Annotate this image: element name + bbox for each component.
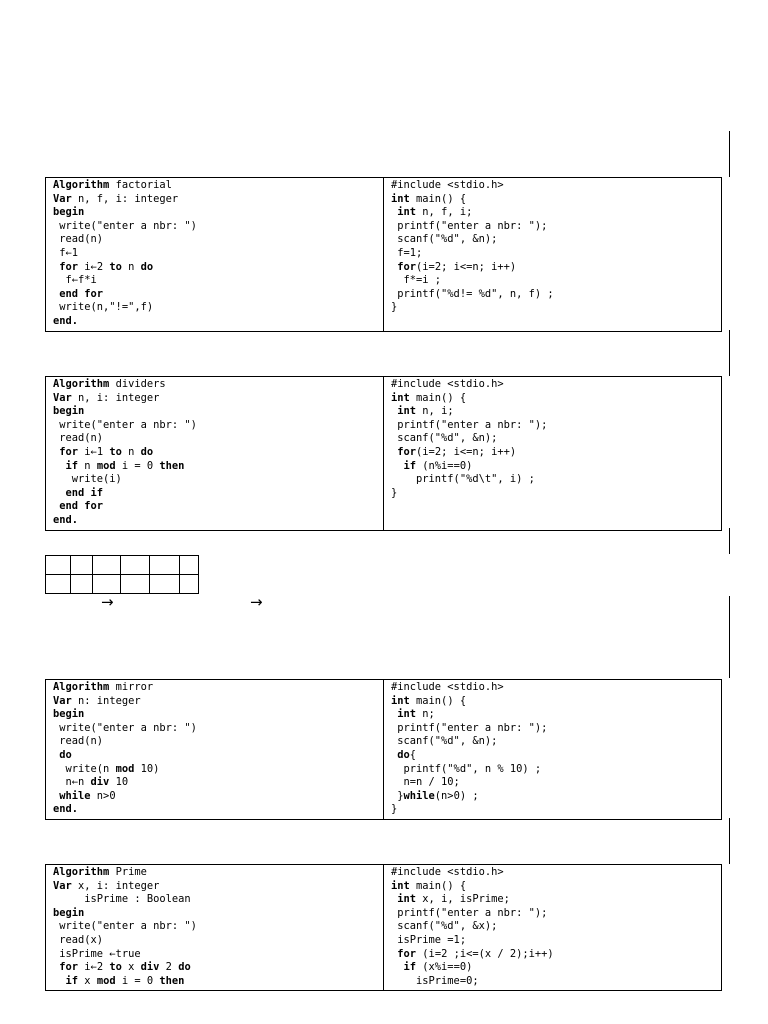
code-text: (i=2; i<=n; i++) — [416, 260, 517, 273]
code-text: #include <stdio.h> — [391, 681, 504, 693]
algorithm-line — [53, 934, 377, 948]
code-table-dividers — [45, 376, 722, 531]
code-table-factorial — [45, 177, 722, 332]
c-code-line — [391, 920, 715, 934]
grid-cell — [121, 556, 150, 575]
keyword: do — [59, 748, 72, 761]
keyword: for — [59, 445, 79, 458]
keyword: to — [109, 445, 122, 458]
code-text: printf("%d", n % 10) ; — [391, 762, 542, 775]
keyword: Var — [53, 192, 72, 205]
code-text: #include <stdio.h> — [391, 179, 504, 191]
code-text: n, f, i: integer — [71, 192, 179, 205]
c-code-line — [391, 893, 715, 907]
code-text: x, i, isPrime; — [416, 893, 510, 906]
code-text: mirror — [109, 681, 154, 693]
algorithm-line — [53, 261, 377, 275]
code-text: isPrime=0; — [391, 974, 479, 987]
code-text: x, i: integer — [71, 879, 160, 892]
code-text: (i=2 ;i<=(x / 2);i++) — [416, 947, 554, 960]
keyword: end. — [53, 803, 79, 816]
algorithm-line — [53, 274, 377, 288]
grid-cell — [46, 556, 71, 575]
c-code-line — [391, 708, 715, 722]
c-code-line — [391, 803, 715, 817]
algorithm-cell — [46, 865, 384, 991]
c-code-line — [391, 763, 715, 777]
margin-bar — [729, 818, 730, 864]
algorithm-line — [53, 460, 377, 474]
c-code-line — [391, 193, 715, 207]
code-text: n: integer — [71, 694, 141, 707]
keyword: begin — [53, 708, 85, 721]
keyword: for — [59, 961, 79, 974]
algorithm-line — [53, 233, 377, 247]
keyword: if — [403, 459, 417, 472]
keyword: Algorithm — [53, 681, 110, 693]
code-text: x — [78, 974, 97, 987]
code-text: main() { — [409, 694, 467, 707]
c-code-line — [391, 419, 715, 433]
code-text — [391, 961, 404, 973]
code-text: n — [121, 445, 141, 458]
algorithm-line — [53, 975, 377, 989]
code-text: isPrime =1; — [391, 933, 467, 946]
c-code-line — [391, 220, 715, 234]
keyword: if — [65, 459, 79, 472]
code-text: scanf("%d", &n); — [391, 735, 498, 748]
c-code-line — [391, 776, 715, 790]
code-text: i←2 — [78, 961, 110, 974]
algorithm-line — [53, 749, 377, 763]
grid-cell — [93, 575, 121, 594]
code-text: factorial — [109, 179, 172, 191]
code-text: printf("%d!= %d", n, f) ; — [391, 287, 554, 300]
c-code-cell — [384, 178, 722, 332]
keyword: end. — [53, 513, 79, 526]
keyword: mod — [115, 762, 135, 775]
margin-bar — [729, 596, 730, 678]
code-text: write("enter a nbr: ") — [53, 418, 197, 431]
keyword: while — [403, 789, 435, 802]
algorithm-line — [53, 206, 377, 220]
code-text: x — [121, 961, 141, 974]
keyword: Var — [53, 694, 72, 707]
keyword: end. — [53, 314, 79, 327]
grid-cell — [71, 575, 93, 594]
code-text: write(n — [53, 762, 116, 775]
code-text: printf("%d\t", i) ; — [391, 473, 535, 486]
code-text: #include <stdio.h> — [391, 378, 504, 390]
code-text: f=1; — [391, 246, 423, 259]
c-code-line — [391, 735, 715, 749]
code-text: n — [121, 260, 141, 273]
c-code-line — [391, 378, 715, 392]
margin-bar — [729, 330, 730, 376]
code-text: write("enter a nbr: ") — [53, 721, 197, 734]
c-code-line — [391, 392, 715, 406]
code-text: n=n / 10; — [391, 776, 460, 789]
margin-bar — [729, 528, 730, 554]
grid-cell — [150, 575, 180, 594]
algorithm-line — [53, 220, 377, 234]
code-text: printf("enter a nbr: "); — [391, 219, 548, 232]
c-code-line — [391, 460, 715, 474]
c-code-line — [391, 432, 715, 446]
keyword: Algorithm — [53, 179, 110, 191]
code-text: read(n) — [53, 432, 104, 445]
grid-cell — [150, 556, 180, 575]
code-text: n, i: integer — [71, 391, 160, 404]
c-code-line — [391, 247, 715, 261]
algorithm-line — [53, 763, 377, 777]
algorithm-line — [53, 907, 377, 921]
algorithm-line — [53, 179, 377, 193]
c-code-line — [391, 961, 715, 975]
c-code-line — [391, 405, 715, 419]
c-code-line — [391, 880, 715, 894]
code-text: scanf("%d", &x); — [391, 920, 498, 933]
code-text: dividers — [109, 378, 166, 390]
keyword: begin — [53, 405, 85, 418]
margin-bar — [729, 131, 730, 177]
code-text: n — [78, 459, 97, 472]
algorithm-line — [53, 961, 377, 975]
code-text: n>0 — [90, 789, 116, 802]
code-text: f←1 — [53, 246, 79, 259]
code-text — [391, 460, 404, 472]
keyword: begin — [53, 906, 85, 919]
algorithm-line — [53, 473, 377, 487]
algorithm-line — [53, 288, 377, 302]
keyword: int — [397, 893, 417, 906]
code-text: printf("enter a nbr: "); — [391, 906, 548, 919]
algorithm-line — [53, 378, 377, 392]
c-code-line — [391, 446, 715, 460]
c-code-line — [391, 790, 715, 804]
algorithm-cell — [46, 377, 384, 531]
code-text: printf("enter a nbr: "); — [391, 721, 548, 734]
keyword: Algorithm — [53, 866, 110, 878]
code-text: main() { — [409, 192, 467, 205]
code-text: f←f*i — [53, 274, 97, 287]
c-code-line — [391, 749, 715, 763]
algorithm-line — [53, 708, 377, 722]
code-text: write(n,"!=",f) — [53, 301, 154, 314]
c-code-line — [391, 681, 715, 695]
code-text: write("enter a nbr: ") — [53, 219, 197, 232]
keyword: while — [59, 789, 91, 802]
algorithm-line — [53, 193, 377, 207]
c-code-cell — [384, 865, 722, 991]
c-code-line — [391, 179, 715, 193]
c-code-line — [391, 206, 715, 220]
code-text: isPrime ←true — [53, 947, 141, 960]
algorithm-line — [53, 776, 377, 790]
code-text: f*=i ; — [391, 274, 442, 287]
c-code-line — [391, 473, 715, 487]
code-text: n, i; — [416, 405, 454, 418]
code-text: i = 0 — [115, 974, 160, 987]
algorithm-cell — [46, 178, 384, 332]
c-code-line — [391, 948, 715, 962]
keyword: int — [397, 405, 417, 418]
keyword: to — [109, 961, 122, 974]
c-code-line — [391, 233, 715, 247]
keyword: mod — [96, 459, 116, 472]
code-text: write("enter a nbr: ") — [53, 920, 197, 933]
keyword: Var — [53, 879, 72, 892]
code-text: printf("enter a nbr: "); — [391, 418, 548, 431]
code-text: scanf("%d", &n); — [391, 233, 498, 246]
c-code-cell — [384, 680, 722, 820]
keyword: do — [140, 445, 154, 458]
algorithm-line — [53, 735, 377, 749]
keyword: int — [391, 192, 410, 205]
code-text: read(n) — [53, 735, 104, 748]
code-text: read(n) — [53, 233, 104, 246]
keyword: int — [397, 206, 417, 219]
code-text: #include <stdio.h> — [391, 866, 504, 878]
keyword: int — [391, 391, 410, 404]
code-text: } — [391, 789, 404, 802]
algorithm-line — [53, 681, 377, 695]
c-code-line — [391, 695, 715, 709]
code-text: } — [391, 301, 398, 314]
code-text: write(i) — [53, 473, 122, 486]
algorithm-line — [53, 405, 377, 419]
algorithm-line — [53, 880, 377, 894]
keyword: if — [65, 974, 79, 987]
code-text: i←2 — [78, 260, 110, 273]
code-text: 2 — [159, 961, 179, 974]
code-table-mirror — [45, 679, 722, 820]
algorithm-line — [53, 315, 377, 329]
code-text: i←1 — [78, 445, 110, 458]
algorithm-line — [53, 803, 377, 817]
keyword: Var — [53, 391, 72, 404]
code-text — [53, 487, 66, 499]
algorithm-line — [53, 893, 377, 907]
grid-cell — [180, 556, 199, 575]
keyword: Algorithm — [53, 378, 110, 390]
algorithm-line — [53, 487, 377, 501]
right-arrow-icon: → — [101, 593, 114, 611]
code-text: n←n — [53, 776, 91, 789]
c-code-cell — [384, 377, 722, 531]
code-text: scanf("%d", &n); — [391, 432, 498, 445]
keyword: div — [90, 776, 110, 789]
code-text: Prime — [109, 866, 147, 878]
keyword: for — [59, 260, 79, 273]
keyword: int — [391, 694, 410, 707]
code-text: (n%i==0) — [416, 459, 473, 472]
code-text: isPrime : Boolean — [53, 893, 191, 906]
c-code-line — [391, 722, 715, 736]
keyword: begin — [53, 206, 85, 219]
algorithm-line — [53, 446, 377, 460]
algorithm-line — [53, 790, 377, 804]
algorithm-cell — [46, 680, 384, 820]
grid-cell — [46, 575, 71, 594]
grid-cell — [93, 556, 121, 575]
code-table-prime — [45, 864, 722, 991]
keyword: end for — [59, 500, 104, 513]
algorithm-line — [53, 301, 377, 315]
algorithm-line — [53, 247, 377, 261]
grid-cell — [71, 556, 93, 575]
keyword: do — [178, 961, 191, 974]
keyword: to — [109, 260, 122, 273]
right-arrow-icon: → — [250, 593, 263, 611]
algorithm-line — [53, 920, 377, 934]
grid-cell — [180, 575, 199, 594]
keyword: for — [397, 445, 417, 458]
c-code-line — [391, 261, 715, 275]
c-code-line — [391, 975, 715, 989]
code-text: main() { — [409, 391, 467, 404]
code-text: read(x) — [53, 933, 104, 946]
code-text: n, f, i; — [416, 206, 473, 219]
code-text: (x%i==0) — [416, 961, 473, 974]
keyword: then — [159, 974, 185, 987]
keyword: for — [397, 947, 417, 960]
code-text — [53, 975, 66, 987]
code-text: } — [391, 486, 398, 499]
keyword: do — [397, 748, 410, 761]
code-text: n; — [416, 708, 435, 721]
code-text — [53, 460, 66, 472]
algorithm-line — [53, 419, 377, 433]
keyword: end for — [59, 287, 104, 300]
code-text: i = 0 — [115, 459, 160, 472]
code-text: (i=2; i<=n; i++) — [416, 445, 517, 458]
code-text: 10 — [109, 776, 129, 789]
code-text: { — [409, 748, 417, 761]
keyword: if — [403, 961, 417, 974]
algorithm-line — [53, 392, 377, 406]
c-code-line — [391, 487, 715, 501]
c-code-line — [391, 301, 715, 315]
algorithm-line — [53, 722, 377, 736]
algorithm-line — [53, 695, 377, 709]
c-code-line — [391, 907, 715, 921]
code-text: main() { — [409, 879, 467, 892]
c-code-line — [391, 866, 715, 880]
algorithm-line — [53, 514, 377, 528]
c-code-line — [391, 274, 715, 288]
keyword: mod — [96, 974, 116, 987]
c-code-line — [391, 288, 715, 302]
keyword: int — [397, 708, 417, 721]
code-text: (n>0) ; — [434, 789, 479, 802]
c-code-line — [391, 934, 715, 948]
algorithm-line — [53, 948, 377, 962]
code-text: 10) — [134, 762, 160, 775]
algorithm-line — [53, 500, 377, 514]
keyword: int — [391, 879, 410, 892]
keyword: do — [140, 260, 154, 273]
keyword: for — [397, 260, 417, 273]
empty-grid — [45, 555, 199, 594]
algorithm-line — [53, 432, 377, 446]
code-text: } — [391, 803, 398, 816]
algorithm-line — [53, 866, 377, 880]
keyword: then — [159, 459, 185, 472]
grid-cell — [121, 575, 150, 594]
keyword: div — [140, 961, 160, 974]
keyword: end if — [65, 486, 104, 499]
